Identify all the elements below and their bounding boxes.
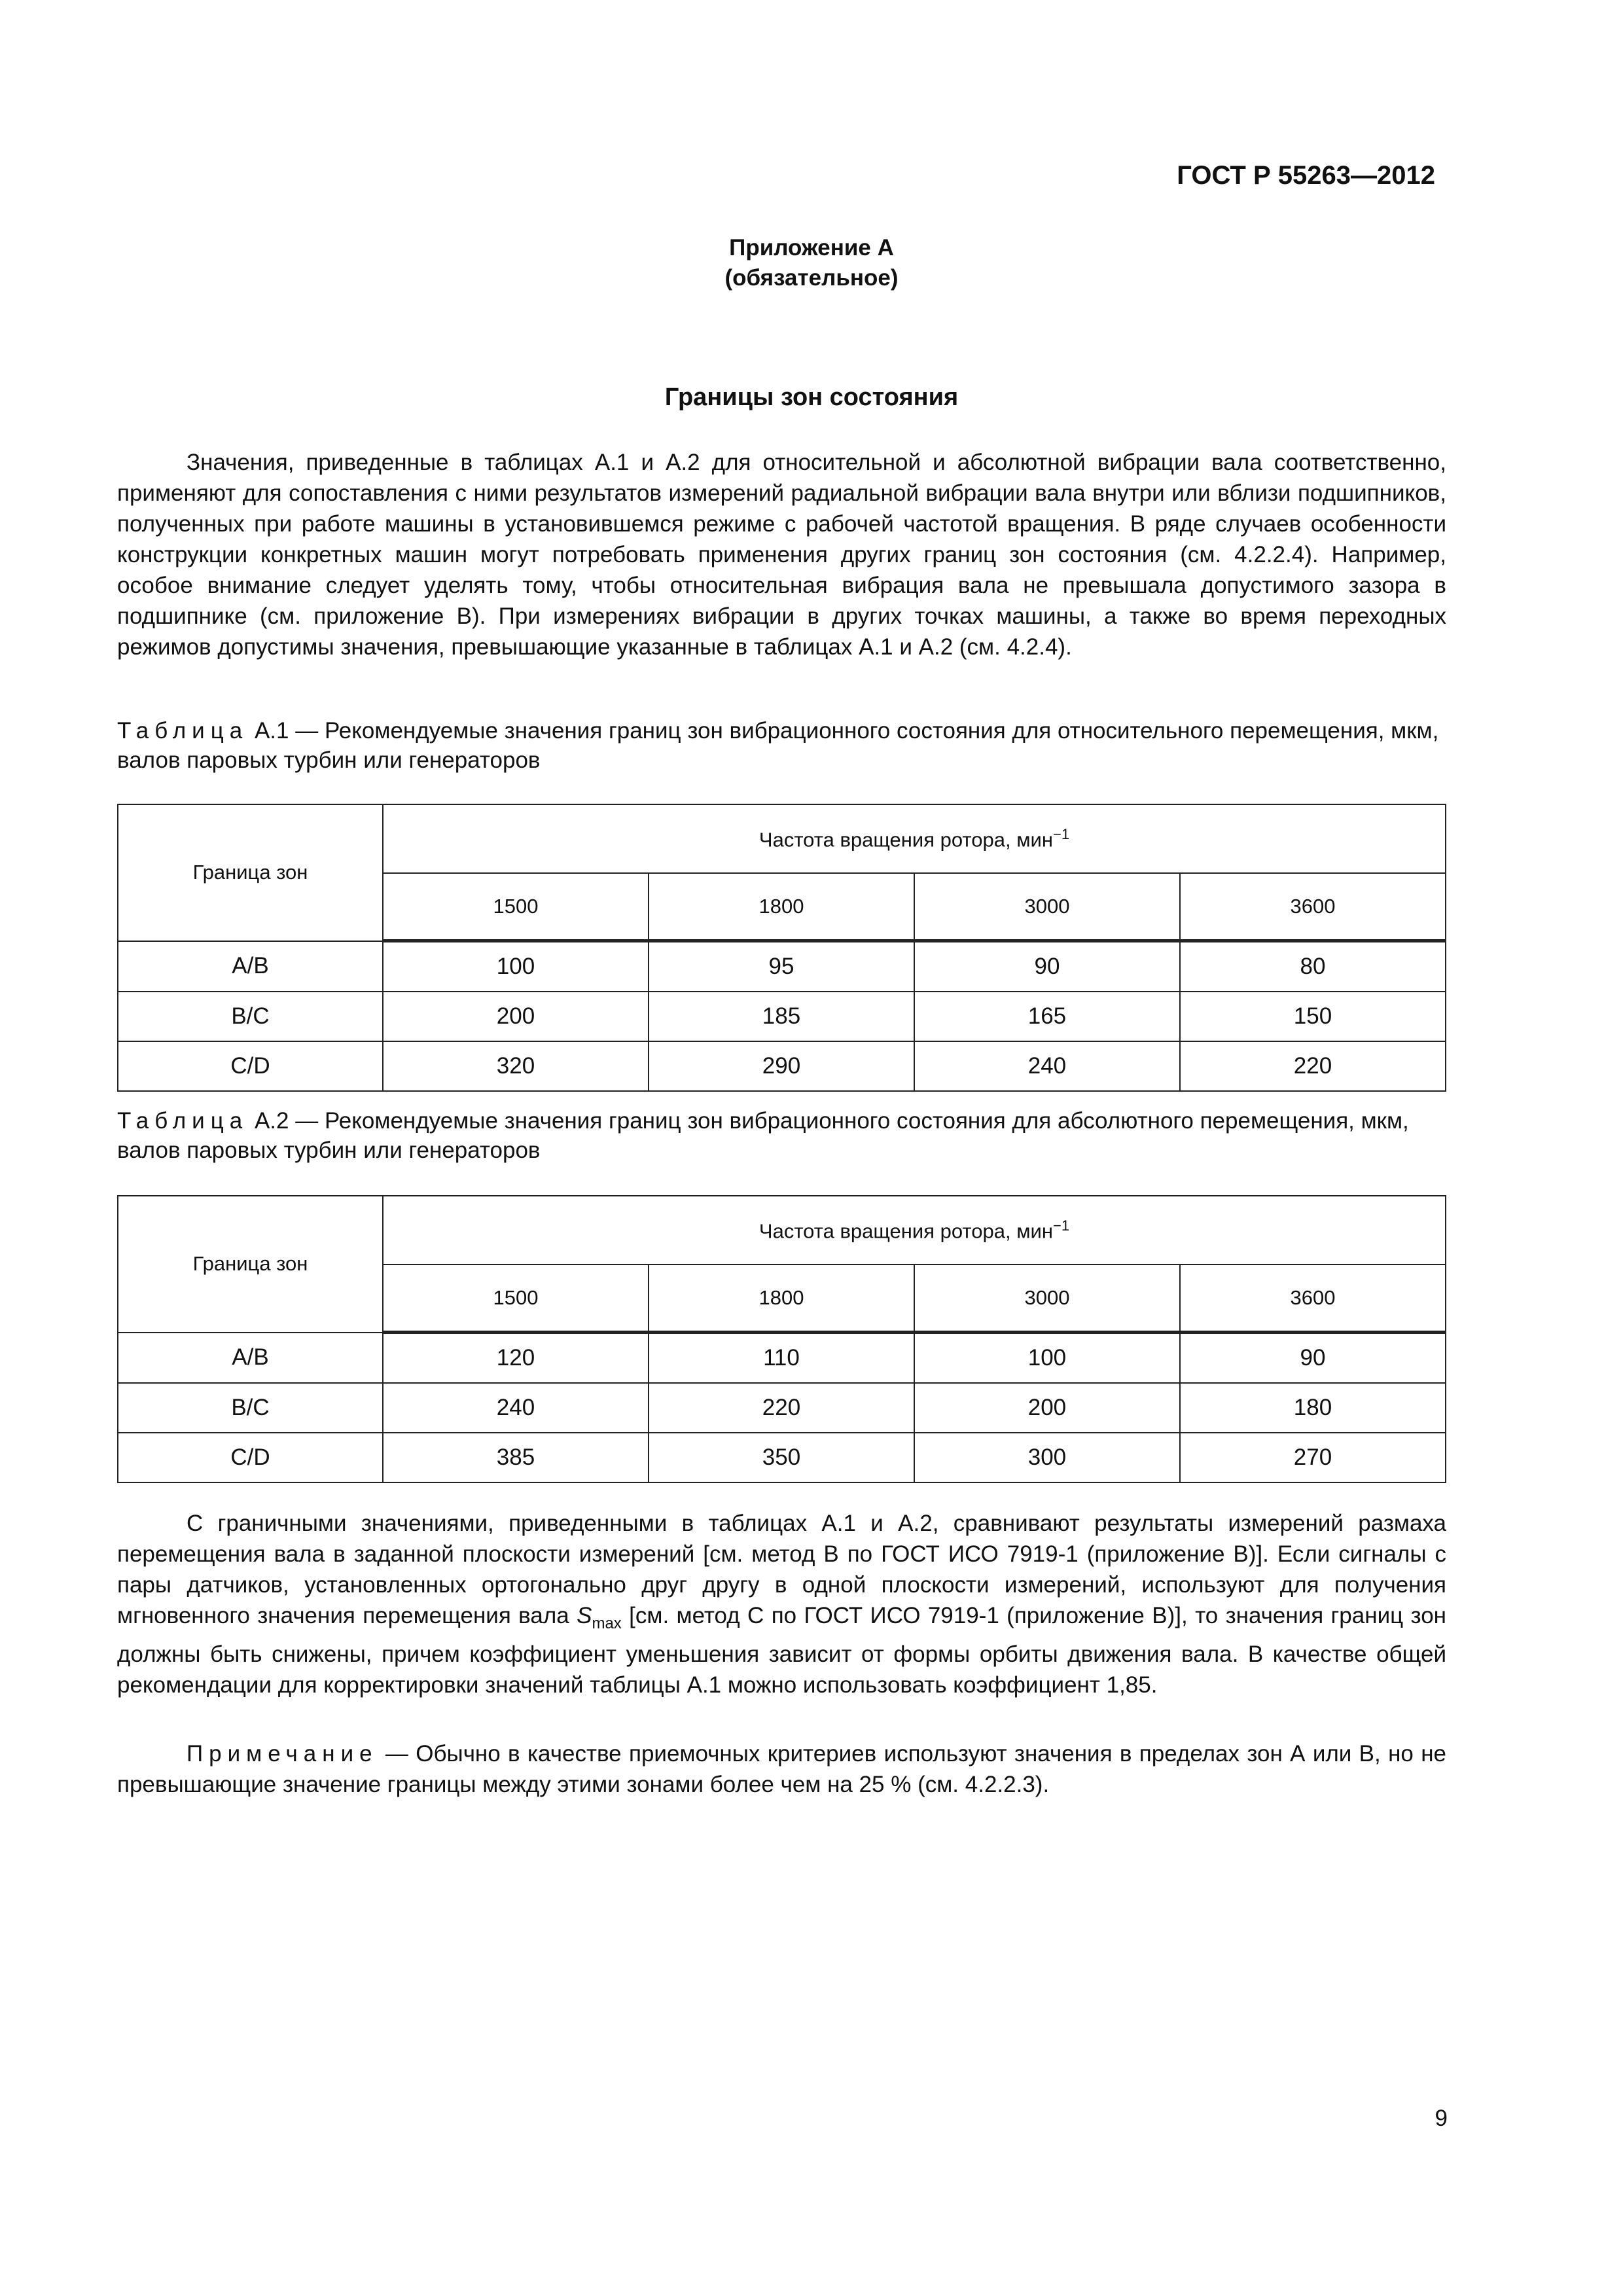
zone-cell: A/B	[118, 941, 383, 992]
value-cell: 185	[649, 992, 914, 1041]
table-header-row	[118, 1196, 1446, 1265]
value-cell: 200	[383, 992, 649, 1041]
value-cell: 165	[914, 992, 1180, 1041]
table1-caption	[117, 716, 1446, 775]
zone-column-header: Граница зон	[118, 804, 383, 941]
table-row	[118, 1383, 1446, 1433]
table1-caption-block	[117, 716, 1446, 775]
table-row	[118, 992, 1446, 1041]
after-block	[117, 1508, 1446, 1700]
table-a2	[117, 1195, 1446, 1483]
table1-caption-text: А.1 — Рекомендуемые значения границ зон вибрационного состояния для относительного перемещения, мкм, валов паровых турбин или генераторов	[117, 718, 1439, 773]
value-cell: 180	[1180, 1383, 1446, 1433]
appendix-status: (обязательное)	[724, 265, 899, 291]
value-cell: 90	[914, 941, 1180, 992]
standard-number: ГОСТ Р 55263—2012	[1177, 161, 1435, 190]
speed-column-header: Частота вращения ротора, мин$^{-1}$	[383, 804, 1446, 873]
value-cell: 290	[649, 1041, 914, 1091]
speed-cell: 1800	[649, 873, 914, 941]
table2-caption-block	[117, 1106, 1446, 1165]
page-number: 9	[1435, 2106, 1448, 2131]
table-header-row	[118, 804, 1446, 873]
value-cell: 90	[1180, 1333, 1446, 1384]
intro-block	[117, 447, 1446, 662]
table2-caption	[117, 1106, 1446, 1165]
value-cell: 350	[649, 1433, 914, 1482]
speed-column-header: Частота вращения ротора, мин$^{-1}$	[383, 1196, 1446, 1265]
speed-cell: 1500	[383, 873, 649, 941]
value-cell: 240	[383, 1383, 649, 1433]
speed-cell: 1500	[383, 1265, 649, 1333]
appendix-title: Приложение А	[729, 235, 894, 260]
speed-cell: 3600	[1180, 873, 1446, 941]
zone-cell: A/B	[118, 1333, 383, 1384]
note-text: — Обычно в качестве приемочных критериев используют значения в пределах зон А или В, но не превышающие значение границы между этими зонами более чем на 25 % (см. 4.2.2.3).	[117, 1741, 1446, 1797]
speed-cell: 3000	[914, 873, 1180, 941]
zone-cell: B/C	[118, 1383, 383, 1433]
value-cell: 120	[383, 1333, 649, 1384]
zone-cell: C/D	[118, 1041, 383, 1091]
value-cell: 300	[914, 1433, 1180, 1482]
speed-cell: 3000	[914, 1265, 1180, 1333]
table-a1	[117, 804, 1446, 1092]
value-cell: 100	[383, 941, 649, 992]
table-row	[118, 1041, 1446, 1091]
value-cell: 110	[649, 1333, 914, 1384]
intro-paragraph: Значения, приведенные в таблицах А.1 и А.2 для относительной и абсолютной вибрации вала соответственно, применяют для сопоставления с ними результатов измерений радиальной вибрации вала внутри или вблизи подшипников, полученных при работе машины в установившемся режиме с рабочей частотой вращения. В ряде случаев особенности конструкции конкретных машин могут потребовать применения других границ зон состояния (см. 4.2.2.4). Например, особое внимание следует уделять тому, чтобы относительная вибрация вала не превышала допустимого зазора в подшипнике (см. приложение В). При измерениях вибрации в других точках машины, а также во время переходных режимов допустимы значения, превышающие указанные в таблицах А.1 и А.2 (см. 4.2.4).	[117, 450, 1446, 660]
table-row	[118, 1433, 1446, 1482]
value-cell: 220	[1180, 1041, 1446, 1091]
after-paragraph: С граничными значениями, приведенными в таблицах А.1 и А.2, сравнивают результаты измерений размаха перемещения вала в заданной плоскости измерений [см. метод В по ГОСТ ИСО 7919-1 (приложение В)]. Если сигналы с пары датчиков, установленных ортогонально друг другу в одной плоскости измерений, используют для получения мгновенного значения перемещения вала $S_{max}$ [см. метод С по ГОСТ ИСО 7919-1 (приложение В)], то значения границ зон должны быть снижены, причем коэффициент уменьшения зависит от формы орбиты движения вала. В качестве общей рекомендации для корректировки значений таблицы А.1 можно использовать коэффициент 1,85.	[117, 1511, 1446, 1698]
speed-cell: 1800	[649, 1265, 914, 1333]
note-paragraph	[117, 1738, 1446, 1800]
value-cell: 270	[1180, 1433, 1446, 1482]
table-row	[118, 941, 1446, 992]
value-cell: 320	[383, 1041, 649, 1091]
value-cell: 95	[649, 941, 914, 992]
table2-label: Таблица	[117, 1108, 249, 1134]
value-cell: 150	[1180, 992, 1446, 1041]
value-cell: 240	[914, 1041, 1180, 1091]
s-max-symbol: S	[577, 1603, 592, 1628]
table2-caption-text: А.2 — Рекомендуемые значения границ зон вибрационного состояния для абсолютного перемещения, мкм, валов паровых турбин или генераторов	[117, 1108, 1409, 1163]
value-cell: 385	[383, 1433, 649, 1482]
value-cell: 100	[914, 1333, 1180, 1384]
speed-cell: 3600	[1180, 1265, 1446, 1333]
zone-cell: C/D	[118, 1433, 383, 1482]
value-cell: 80	[1180, 941, 1446, 992]
table1-label: Таблица	[117, 718, 249, 744]
value-cell: 200	[914, 1383, 1180, 1433]
note-label: Примечание	[187, 1741, 378, 1767]
zone-cell: B/C	[118, 992, 383, 1041]
note-block	[117, 1738, 1446, 1800]
zone-column-header: Граница зон	[118, 1196, 383, 1333]
section-title: Границы зон состояния	[664, 384, 959, 411]
appendix-heading	[0, 233, 1623, 293]
value-cell: 220	[649, 1383, 914, 1433]
table-row	[118, 1333, 1446, 1384]
